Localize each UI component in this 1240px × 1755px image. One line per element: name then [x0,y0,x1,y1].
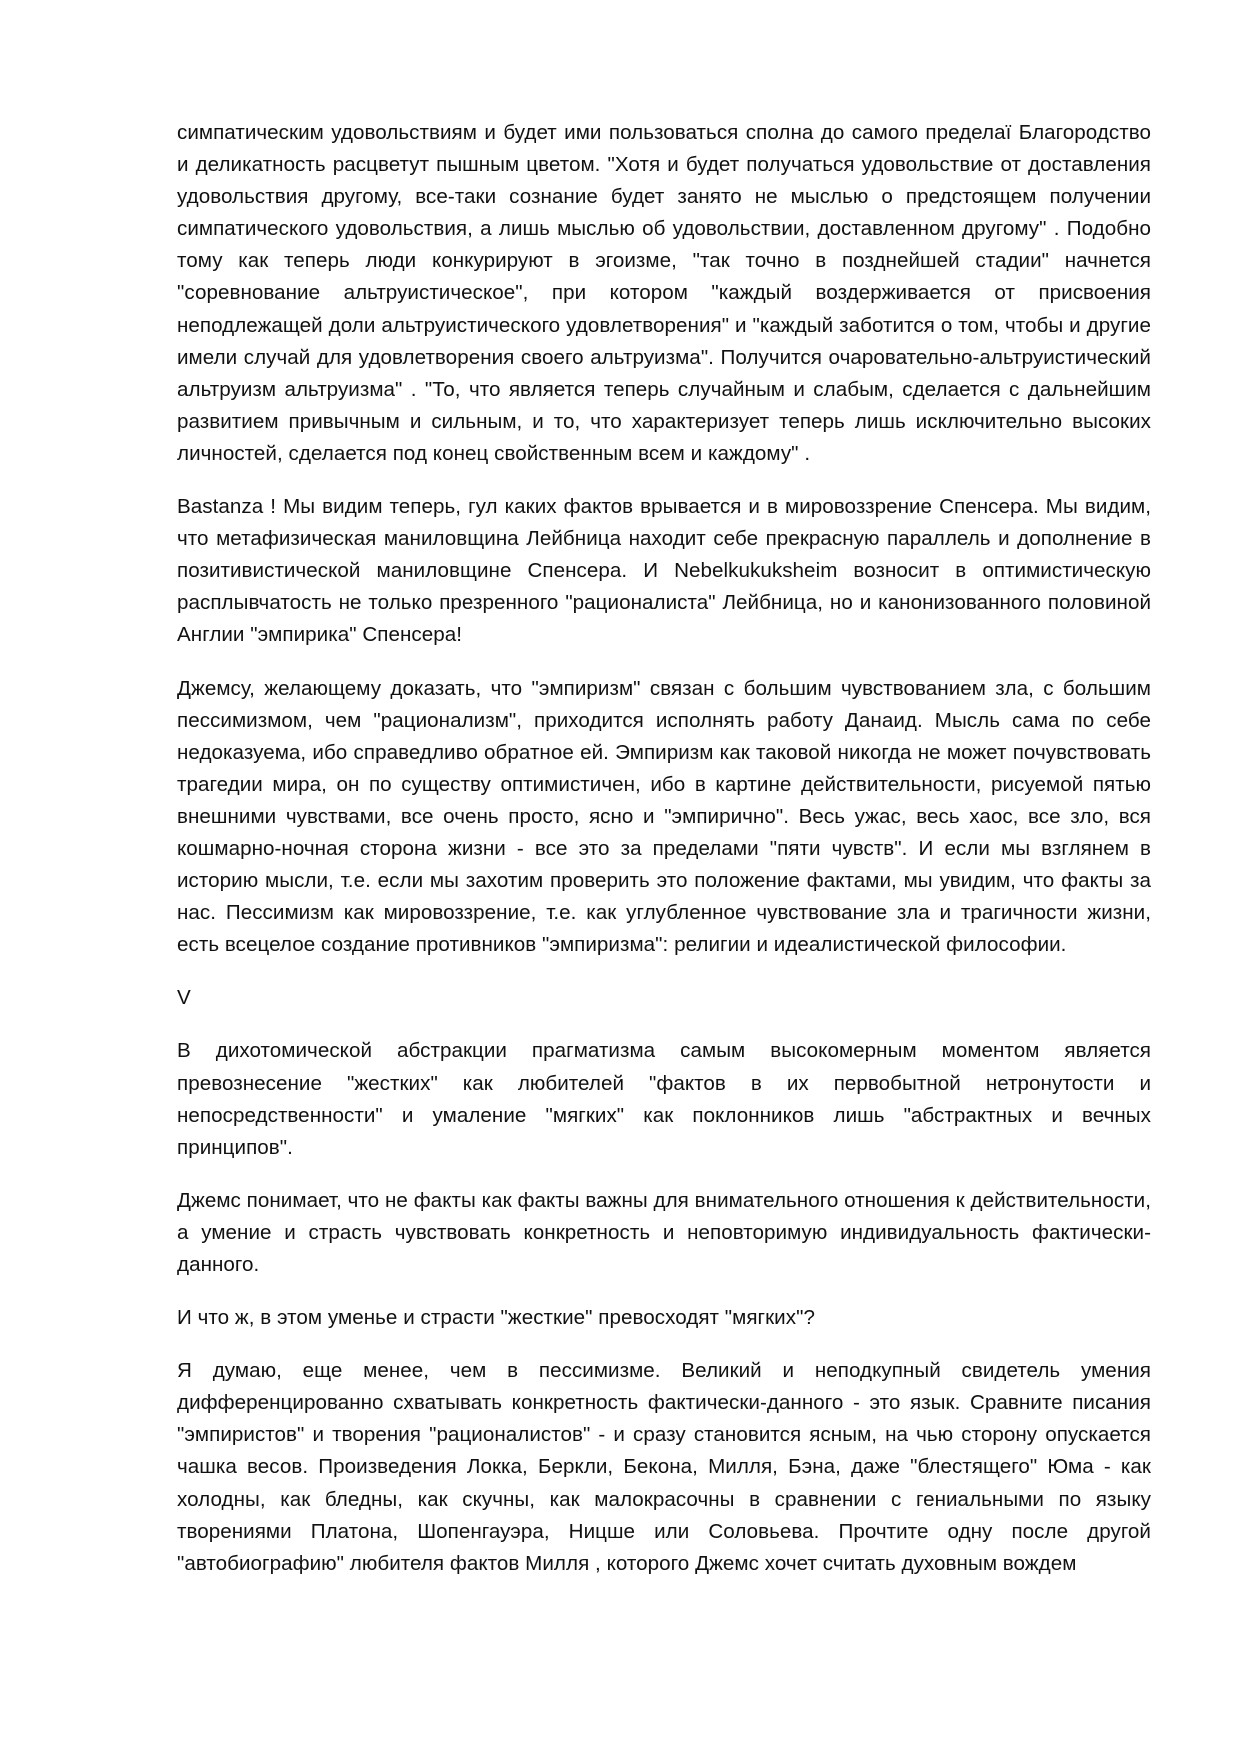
paragraph-altruism: симпатическим удовольствиям и будет ими пользоваться сполна до самого пределаї Благородство и деликатность расцветут пышным цветом. "Хотя и будет получаться удовольствие от доставления удовольствия другому, все-таки сознание будет занято не мыслью о предстоящем получении симпатического удовольствия, а лишь мыслью об удовольствии, доставленном другому" . Подобно тому как теперь люди конкурируют в эгоизме, "так точно в позднейшей стадии" начнется "соревнование альтруистическое", при котором "каждый воздерживается от присвоения неподлежащей доли альтруистического удовлетворения" и "каждый заботится о том, чтобы и другие имели случай для удовлетворения своего альтруизма". Получится очаровательно-альтруистический альтруизм альтруизма" . "То, что является теперь случайным и слабым, сделается с дальнейшим развитием привычным и сильным, и то, что характеризует теперь лишь исключительно высоких личностей, сделается под конец свойственным всем и каждому" . [177,121,1151,465]
paragraph-question: И что ж, в этом уменье и страсти "жесткие" превосходят "мягких"? [177,1306,815,1330]
section-heading: V [177,986,191,1010]
paragraph-james-empiricism: Джемсу, желающему доказать, что "эмпиризм" связан с большим чувствованием зла, с большим пессимизмом, чем "рационализм", приходится исполнять работу Данаид. Мысль сама по себе недоказуема, ибо справедливо обратное ей. Эмпиризм как таковой никогда не может почувствовать трагедии мира, он по существу оптимистичен, ибо в картине действительности, рисуемой пятью внешними чувствами, все очень просто, ясно и "эмпирично". Весь ужас, весь хаос, все зло, вся кошмарно-ночная сторона жизни - все это за пределами "пяти чувств". И если мы взглянем в историю мысли, т.е. если мы захотим проверить это положение фактами, мы увидим, что факты за нас. Пессимизм как мировоззрение, т.е. как углубленное чувствование зла и трагичности жизни, есть всецелое создание противников "эмпиризма": религии и идеалистической философии. [177,676,1151,957]
paragraph-dichotomy: В дихотомической абстракции прагматизма самым высокомерным моментом является превознесение "жестких" как любителей "фактов в их первобытной нетронутости и непосредственности" и умаление "мягких" как поклонников лишь "абстрактных и вечных принципов". [177,1039,1151,1159]
paragraph-bastanza: Bastanza ! Мы видим теперь, гул каких фактов врывается и в мировоззрение Спенсера. Мы видим, что метафизическая маниловщина Лейбница находит себе прекрасную параллель и дополнение в позитивистической маниловщине Спенсера. И Nebelkukuksheim возносит в оптимистическую расплывчатость не только презренного "рационалиста" Лейбница, но и канонизованного половиной Англии "эмпирика" Спенсера! [177,495,1151,647]
text-column [177,117,1151,1601]
paragraph-language: Я думаю, еще менее, чем в пессимизме. Великий и неподкупный свидетель умения дифференцированно схватывать конкретность фактически-данного - это язык. Сравните писания "эмпиристов" и творения "рационалистов" - и сразу становится ясным, на чью сторону опускается чашка весов. Произведения Локка, Беркли, Бекона, Милля, Бэна, даже "блестящего" Юма - как холодны, как бледны, как скучны, как малокрасочны в сравнении с гениальными по языку творениями Платона, Шопенгауэра, Ницше или Соловьева. Прочтите одну после другой "автобиографию" любителя фактов Милля , которого Джемс хочет считать духовным вождем [177,1359,1151,1575]
paragraph-james-understands: Джемс понимает, что не факты как факты важны для внимательного отношения к действительности, а умение и страсть чувствовать конкретность и неповторимую индивидуальность фактически-данного. [177,1188,1151,1276]
